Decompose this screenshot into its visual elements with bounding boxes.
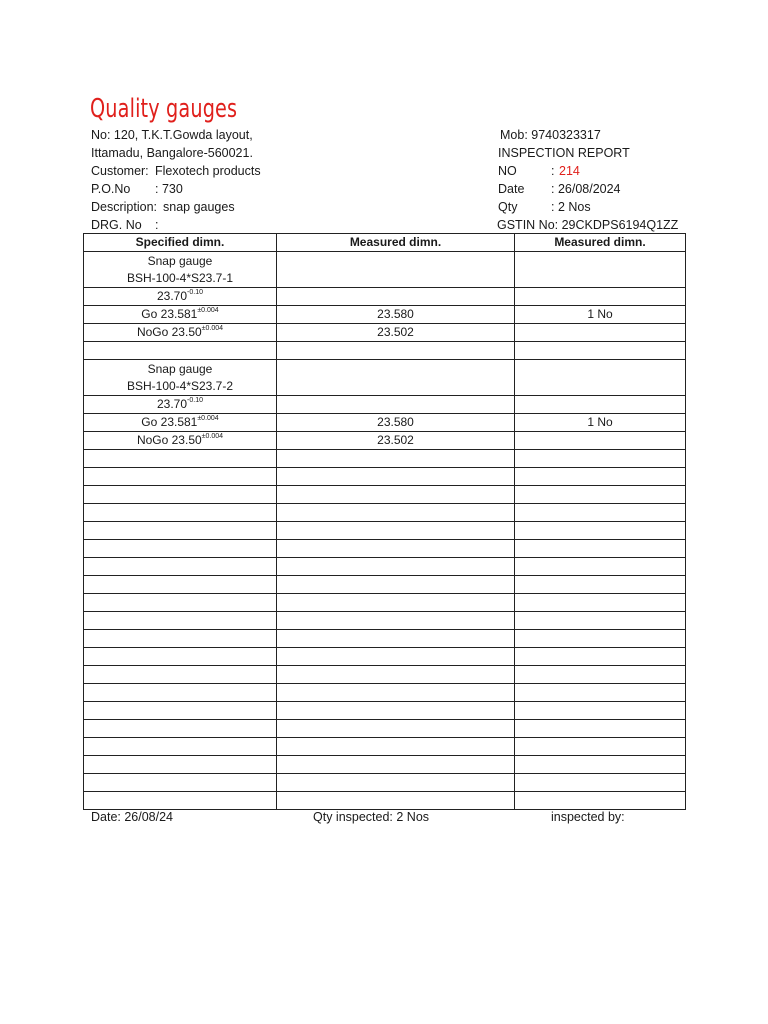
- table-cell: [515, 486, 686, 504]
- nogo-tolerance: ±0.004: [201, 325, 224, 332]
- table-cell: [515, 468, 686, 486]
- gauge-title-cell: [84, 360, 277, 396]
- table-cell: [277, 576, 515, 594]
- table-cell: [515, 558, 686, 576]
- table-row: [84, 792, 686, 810]
- inspection-table: [83, 233, 686, 810]
- table-cell: [84, 612, 277, 630]
- table-cell: [277, 396, 515, 414]
- nogo-spec-value: NoGo 23.50: [136, 325, 202, 339]
- nominal-cell: [84, 396, 277, 414]
- table-row: [84, 738, 686, 756]
- table-row: [84, 774, 686, 792]
- report-title: INSPECTION REPORT: [498, 146, 630, 160]
- nominal-value: 23.70: [157, 397, 188, 411]
- report-no-colon: :: [551, 164, 555, 178]
- address-line-2: Ittamadu, Bangalore-560021.: [91, 146, 253, 160]
- table-header-row: [84, 234, 686, 252]
- date-value: : 26/08/2024: [551, 182, 621, 196]
- table-cell: [515, 252, 686, 288]
- table-cell: [515, 648, 686, 666]
- table-row: [84, 396, 686, 414]
- table-row: [84, 342, 686, 360]
- table-row: [84, 702, 686, 720]
- nominal-tolerance: -0.10: [187, 397, 203, 404]
- table-cell: [515, 360, 686, 396]
- table-cell: [84, 630, 277, 648]
- report-no-label: NO: [498, 164, 517, 178]
- table-row: [84, 612, 686, 630]
- table-cell: [515, 720, 686, 738]
- table-cell: [84, 792, 277, 810]
- go-tolerance: ±0.004: [197, 415, 219, 422]
- table-cell: [277, 342, 515, 360]
- table-row: [84, 558, 686, 576]
- table-cell: [515, 612, 686, 630]
- table-cell: [277, 486, 515, 504]
- footer-inspected-by: inspected by:: [551, 810, 625, 824]
- table-cell: [515, 288, 686, 306]
- customer-value: Flexotech products: [155, 164, 261, 178]
- table-cell: [277, 558, 515, 576]
- column-header-measured-qty: Measured dimn.: [515, 234, 686, 252]
- table-cell: [277, 648, 515, 666]
- table-cell: [277, 540, 515, 558]
- table-cell: [84, 522, 277, 540]
- table-row: [84, 648, 686, 666]
- table-cell: [84, 702, 277, 720]
- gauge-title-cell: [84, 252, 277, 288]
- column-header-measured: Measured dimn.: [277, 234, 515, 252]
- nogo-measured-cell: 23.502: [277, 324, 515, 342]
- table-cell: [277, 288, 515, 306]
- footer-qty-inspected: Qty inspected: 2 Nos: [313, 810, 430, 824]
- mobile-number: Mob: 9740323317: [500, 128, 601, 142]
- qty-value: : 2 Nos: [551, 200, 591, 214]
- drg-value: :: [155, 218, 159, 232]
- table-cell: [277, 522, 515, 540]
- table-row: [84, 756, 686, 774]
- company-name: Quality gauges: [90, 94, 238, 124]
- date-label: Date: [498, 182, 525, 196]
- table-cell: [277, 630, 515, 648]
- table-cell: [515, 702, 686, 720]
- po-label: P.O.No: [91, 182, 131, 196]
- table-row: [84, 468, 686, 486]
- table-cell: [515, 630, 686, 648]
- gstin-number: GSTIN No: 29CKDPS6194Q1ZZ: [497, 218, 679, 232]
- table-row: [84, 324, 686, 342]
- table-cell: [84, 684, 277, 702]
- table-cell: [277, 720, 515, 738]
- table-row: [84, 666, 686, 684]
- qty-label: Qty: [498, 200, 518, 214]
- table-cell: [84, 774, 277, 792]
- table-cell: [515, 666, 686, 684]
- table-cell: [84, 558, 277, 576]
- gauge-part-number: BSH-100-4*S23.7-1: [126, 270, 234, 285]
- nominal-value: 23.70: [157, 289, 188, 303]
- nogo-measured-cell: 23.502: [277, 432, 515, 450]
- table-cell: [515, 504, 686, 522]
- table-cell: [515, 738, 686, 756]
- table-cell: [277, 360, 515, 396]
- table-cell: [84, 450, 277, 468]
- gauge-title: Snap gauge: [147, 253, 213, 268]
- column-header-specified: Specified dimn.: [84, 234, 277, 252]
- table-cell: [84, 486, 277, 504]
- gauge-title: Snap gauge: [147, 361, 213, 376]
- table-cell: [277, 666, 515, 684]
- footer-date: Date: 26/08/24: [91, 810, 174, 824]
- table-cell: [277, 702, 515, 720]
- table-cell: [277, 594, 515, 612]
- table-cell: [515, 792, 686, 810]
- go-spec-value: Go 23.581: [141, 415, 198, 429]
- table-row: [84, 522, 686, 540]
- table-cell: [515, 594, 686, 612]
- address-line-1: No: 120, T.K.T.Gowda layout,: [91, 128, 253, 142]
- description-value: snap gauges: [163, 200, 235, 214]
- go-spec-cell: [84, 414, 277, 432]
- table-cell: [515, 684, 686, 702]
- table-cell: [84, 342, 277, 360]
- go-qty-cell: 1 No: [515, 306, 686, 324]
- go-spec-cell: [84, 306, 277, 324]
- nominal-cell: [84, 288, 277, 306]
- report-no-value: 214: [559, 164, 580, 178]
- table-cell: [277, 774, 515, 792]
- table-cell: [515, 324, 686, 342]
- gauge-part-number: BSH-100-4*S23.7-2: [126, 378, 234, 393]
- po-value: : 730: [155, 182, 183, 196]
- go-measured-cell: 23.580: [277, 306, 515, 324]
- nogo-spec-value: NoGo 23.50: [136, 433, 202, 447]
- table-cell: [84, 756, 277, 774]
- nogo-spec-cell: [84, 324, 277, 342]
- table-cell: [84, 540, 277, 558]
- table-row: [84, 450, 686, 468]
- description-label: Description:: [91, 200, 157, 214]
- table-row: [84, 630, 686, 648]
- nogo-spec-cell: [84, 432, 277, 450]
- go-qty-cell: 1 No: [515, 414, 686, 432]
- go-tolerance: ±0.004: [197, 307, 219, 314]
- table-row: [84, 504, 686, 522]
- nogo-tolerance: ±0.004: [201, 433, 224, 440]
- drg-label: DRG. No: [91, 218, 142, 232]
- table-row: [84, 414, 686, 432]
- table-cell: [277, 450, 515, 468]
- table-row: [84, 576, 686, 594]
- table-cell: [515, 396, 686, 414]
- table-row: [84, 306, 686, 324]
- customer-label: Customer:: [91, 164, 149, 178]
- table-row: [84, 252, 686, 288]
- table-row: [84, 720, 686, 738]
- table-cell: [84, 504, 277, 522]
- table-cell: [277, 738, 515, 756]
- table-row: [84, 360, 686, 396]
- table-row: [84, 288, 686, 306]
- table-row: [84, 486, 686, 504]
- table-cell: [84, 648, 277, 666]
- table-cell: [515, 756, 686, 774]
- table-cell: [277, 252, 515, 288]
- table-cell: [84, 594, 277, 612]
- table-cell: [277, 684, 515, 702]
- nominal-tolerance: -0.10: [187, 289, 203, 296]
- table-cell: [84, 666, 277, 684]
- table-row: [84, 432, 686, 450]
- table-cell: [515, 576, 686, 594]
- go-measured-cell: 23.580: [277, 414, 515, 432]
- table-cell: [515, 342, 686, 360]
- table-cell: [277, 468, 515, 486]
- table-cell: [515, 450, 686, 468]
- table-cell: [515, 774, 686, 792]
- table-cell: [84, 576, 277, 594]
- table-cell: [84, 720, 277, 738]
- table-cell: [84, 738, 277, 756]
- go-spec-value: Go 23.581: [141, 307, 198, 321]
- table-cell: [277, 612, 515, 630]
- table-cell: [277, 504, 515, 522]
- table-cell: [277, 756, 515, 774]
- table-row: [84, 684, 686, 702]
- table-row: [84, 540, 686, 558]
- table-cell: [515, 522, 686, 540]
- table-cell: [277, 792, 515, 810]
- table-cell: [515, 432, 686, 450]
- table-cell: [84, 468, 277, 486]
- table-row: [84, 594, 686, 612]
- table-cell: [515, 540, 686, 558]
